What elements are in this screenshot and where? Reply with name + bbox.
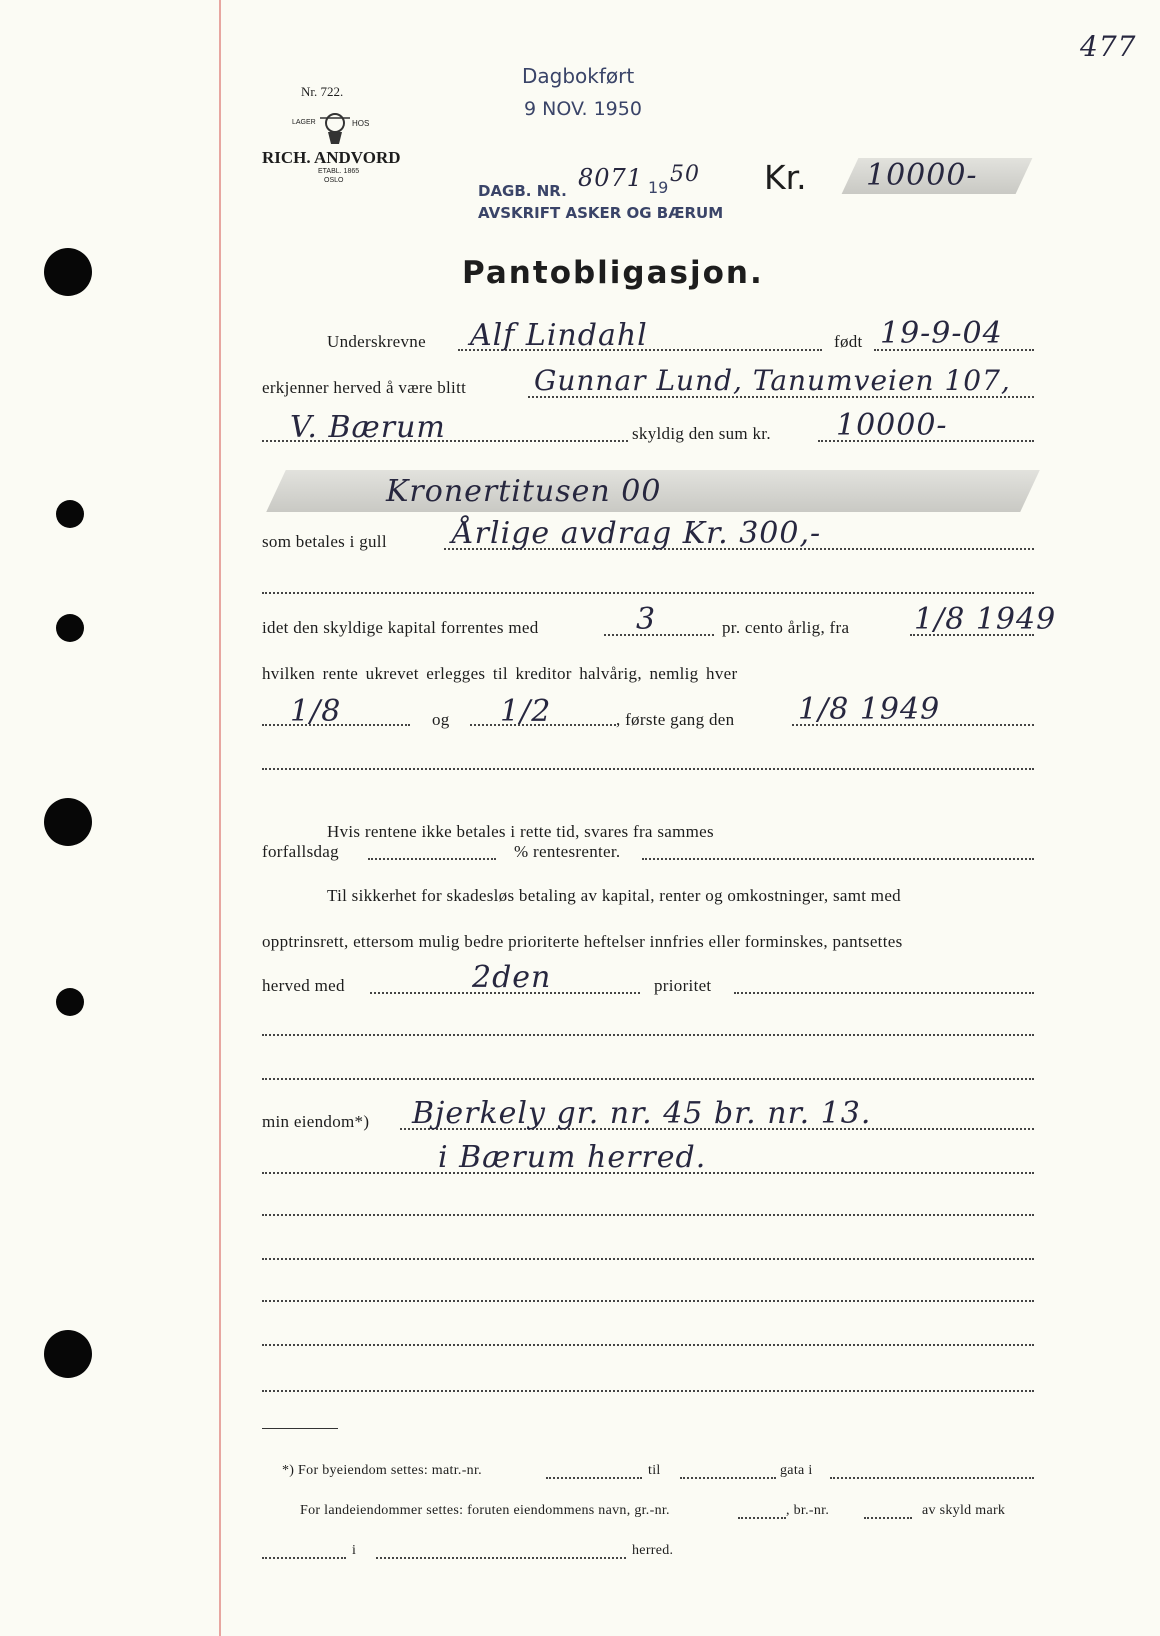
creditor-place: V. Bærum [290,410,446,445]
dagb-number: 8071 [578,164,644,192]
margin-line [219,0,221,1636]
binder-hole [56,988,84,1016]
amount-words: Kronertitusen 00 [386,474,662,509]
document-title: Pantobligasjon. [462,255,764,291]
erkjenner-label: erkjenner herved å være blitt [262,378,467,397]
footnote-line-3-i: i [352,1543,357,1558]
first-date: 1/8 1949 [798,692,941,727]
footnote-line-1-gata: gata i [780,1463,813,1478]
amount-value: 10000- [866,158,978,193]
dagb-year-prefix: 19 [648,178,669,197]
dotted-line [642,858,1034,860]
dotted-line [262,1344,1034,1346]
due-2: 1/2 [500,694,552,729]
footnote-line-2-br: , br.-nr. [786,1503,830,1518]
dotted-line [262,1258,1034,1260]
emblem-left-text: LAGER [292,119,316,126]
avskrift-stamp: AVSKRIFT ASKER OG BÆRUM [478,204,724,222]
dotted-line [262,1390,1034,1392]
publisher-city: OSLO [324,177,344,184]
dotted-line [262,1214,1034,1216]
from-date: 1/8 1949 [914,602,1057,637]
forfallsdag-label: forfallsdag [262,842,339,861]
due-1: 1/8 [290,694,342,729]
date-stamp: 9 NOV. 1950 [524,98,642,120]
og-label: og [432,710,450,729]
dotted-line [546,1477,642,1479]
priority-value: 2den [472,960,552,995]
publisher-name: RICH. ANDVORD [262,148,401,167]
dotted-line [734,992,1034,994]
forste-label: , første gang den [616,710,735,729]
emblem-right-text: HOS [352,119,370,128]
cento-label: pr. cento årlig, fra [722,618,850,637]
dotted-line [604,634,714,636]
property-line-2: i Bærum herred. [438,1140,707,1175]
footnote-line-2-end: av skyld mark [922,1503,1006,1518]
rate-value: 3 [636,602,657,637]
page-number: 477 [1080,30,1137,63]
skyldig-value: 10000- [836,408,948,443]
dotted-line [830,1477,1034,1479]
footnote-separator [262,1428,338,1429]
dagbokfort-stamp: Dagbokført [522,64,635,88]
property-line-1: Bjerkely gr. nr. 45 br. nr. 13. [412,1096,872,1131]
prioritet-label: prioritet [654,976,712,995]
scale-emblem-icon [290,110,380,146]
dagb-year: 50 [670,162,700,187]
binder-hole [44,798,92,846]
creditor-value: Gunnar Lund, Tanumveien 107, [534,364,1011,397]
binder-hole [44,1330,92,1378]
binder-hole [56,614,84,642]
dotted-line [680,1477,776,1479]
dotted-line [262,1557,346,1559]
fodt-label: født [834,332,863,351]
eiendom-label: min eiendom*) [262,1112,370,1131]
herved-label: herved med [262,976,345,995]
form-number: Nr. 722. [301,84,344,99]
hvis-line: Hvis rentene ikke betales i rette tid, svares fra sammes [327,822,714,841]
opptrinsrett-line: opptrinsrett, ettersom mulig bedre prioriterte heftelser innfries eller forminskes, pantsettes [262,932,903,951]
dagb-label: DAGB. NR. [478,182,567,200]
dotted-line [376,1557,626,1559]
amount-label: Kr. [764,158,807,197]
dotted-line [262,768,1034,770]
underskrevne-value: Alf Lindahl [470,318,648,353]
dotted-line [262,1078,1034,1080]
gull-label: som betales i gull [262,532,387,551]
dotted-line [262,1300,1034,1302]
fodt-value: 19-9-04 [880,316,1003,351]
binder-hole [56,500,84,528]
binder-hole [44,248,92,296]
underskrevne-label: Underskrevne [327,332,426,351]
kapital-label: idet den skyldige kapital forrentes med [262,618,539,637]
rentesrenter-label: % rentesrenter. [514,842,621,861]
publisher-emblem [290,110,380,146]
dotted-line [864,1517,912,1519]
skyldig-label: skyldig den sum kr. [632,424,771,443]
publisher-established: ETABL. 1865 [318,168,360,175]
dotted-line [262,1034,1034,1036]
footnote-line-3-herred: herred. [632,1543,674,1558]
dotted-line [262,592,1034,594]
dotted-line [738,1517,786,1519]
sikkerhet-line: Til sikkerhet for skadesløs betaling av kapital, renter og omkostninger, samt med [327,886,901,905]
hvilken-line: hvilken rente ukrevet erlegges til kreditor halvårig, nemlig hver [262,664,738,683]
footnote-line-1-til: til [648,1463,661,1478]
dotted-line [368,858,496,860]
footnote-line-2-start: For landeiendommer settes: foruten eiendommens navn, gr.-nr. [300,1503,670,1518]
footnote-line-1-start: *) For byeiendom settes: matr.-nr. [282,1463,482,1478]
gull-value: Årlige avdrag Kr. 300,- [452,516,822,551]
